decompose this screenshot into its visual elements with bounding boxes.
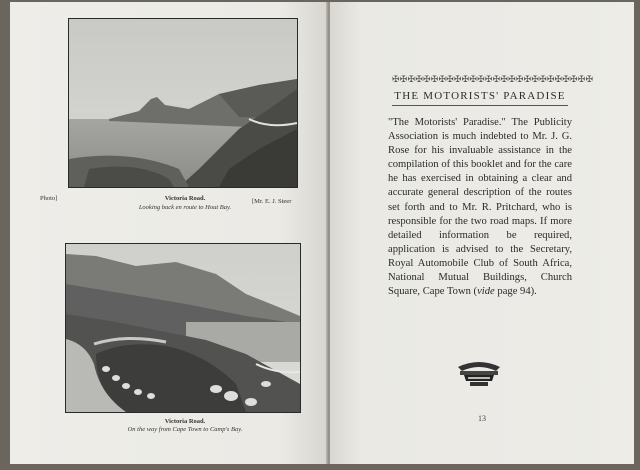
- photo1-credit-left: Photo]: [40, 195, 58, 202]
- page-heading: THE MOTORISTS' PARADISE: [394, 90, 566, 102]
- body-paragraph: [388, 116, 572, 299]
- right-page: [330, 2, 634, 464]
- ornamental-border: ✠✠✠✠✠✠✠✠✠✠✠✠✠✠✠✠✠✠✠✠✠✠✠✠✠✠: [392, 74, 594, 84]
- photo-victoria-road-camps-bay: [65, 243, 301, 413]
- page-number: 13: [478, 414, 486, 423]
- photo2-subtitle: On the way from Cape Town to Camp's Bay.: [127, 426, 243, 433]
- photo2-title: Victoria Road.: [164, 418, 206, 425]
- photo1-subtitle: Looking back en route to Hout Bay.: [138, 204, 232, 211]
- photo1-credit-right: [Mr. E. J. Steer: [252, 198, 292, 205]
- left-page: [10, 2, 328, 464]
- body-text-vide: vide: [477, 286, 495, 298]
- automobile-club-emblem-icon: [450, 359, 508, 389]
- photo-victoria-road-hout-bay: [68, 18, 298, 188]
- body-text-end: page 94).: [494, 286, 537, 298]
- body-text-main: "The Motorists' Paradise." The Publicity Association is much indebted to Mr. J. G. Rose for his invaluable assistance in the compilation of this booklet and for the care he has exercised in obtaining a clear and accurate general description of the routes set forth and to Mr. R. Pritchard, who is responsible for the two road maps. If more detailed information be required, application is advised to the Secretary, Royal Automobile Club of South Africa, National Mutual Buildings, Church Square, Cape Town (: [388, 117, 572, 298]
- heading-rule: [392, 105, 568, 106]
- photo1-title: Victoria Road.: [164, 195, 206, 202]
